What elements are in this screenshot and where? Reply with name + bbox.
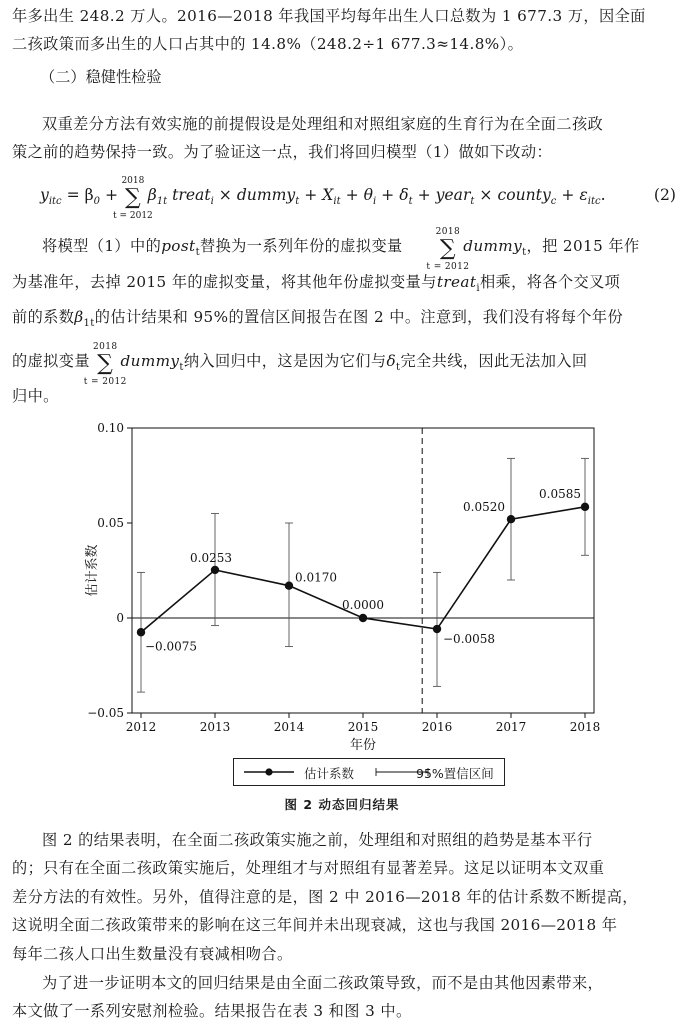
coefficient-line [141, 507, 585, 632]
y-tick-label: 0.05 [97, 516, 124, 530]
section-heading: （二）稳健性检验 [40, 68, 162, 86]
y-tick-label: 0.10 [97, 421, 124, 435]
text-line: 年多出生 248.2 万人。2016—2018 年我国平均每年出生人口总数为 1 677.3 万，因全面 [12, 7, 646, 25]
paragraph-result [12, 826, 676, 968]
text-line: 前的系数$\beta_{1t}$的估计结果和 95%的置信区间报告在图 2 中。注意到，我们没有将每个年份 [12, 308, 624, 330]
text-line: 差分方法的有效性。另外，值得注意的是，图 2 中 2016—2018 年的估计系数不断提高， [12, 887, 638, 906]
text-line: 为了进一步证明本文的回归结果是由全面二孩政策导致，而不是由其他因素带来， [42, 974, 604, 992]
text-line: 为基准年，去掉 2015 年的虚拟变量，将其他年份虚拟变量与treat$_i$相乘，将各个交叉项 [12, 272, 621, 294]
chart-legend [233, 758, 505, 786]
summation-sign: ∑ 2018 t = 2012 [112, 176, 153, 221]
paragraph-model [12, 227, 676, 412]
text-line: 二孩政策而多出生的人口占其中的 14.8%（248.2÷1 677.3≈14.8%）。 [12, 35, 524, 54]
x-tick-label: 2012 [125, 720, 157, 734]
y-axis-title: 估计系数 [85, 544, 100, 597]
text-line: 的虚拟变量 ∑ 2018 t = 2012 dummy$_t$纳入回归中，这是因为它们与$\delta_t$完全共线，因此无法加入回 [12, 341, 588, 387]
data-label: 0.0520 [463, 500, 505, 515]
text-line: 本文做了一系列安慰剂检验。结果报告在表 3 和图 3 中。 [12, 1002, 412, 1021]
equation-2 [40, 170, 676, 221]
data-label: −0.0075 [145, 639, 198, 654]
data-label: −0.0058 [443, 632, 496, 647]
regression-chart [80, 412, 620, 762]
text-line: 归中。 [12, 387, 59, 406]
legend-ci-label: 95%置信区间 [416, 766, 494, 781]
x-tick-label: 2016 [421, 720, 453, 734]
summation-sign: ∑ 2018 t = 2012 [83, 341, 127, 387]
text-line: 策之前的趋势保持一致。为了验证这一点，我们将回归模型（1）做如下改动： [12, 143, 553, 162]
text-line: 的；只有在全面二孩政策实施后，处理组才与对照组有显著差异。这足以证明本文双重 [12, 859, 605, 878]
y-tick-label: −0.05 [87, 706, 124, 720]
x-tick-label: 2017 [495, 720, 527, 734]
paragraph-did [12, 110, 676, 167]
x-tick-label: 2013 [199, 720, 231, 734]
data-label: 0.0253 [190, 550, 232, 565]
legend-coef-marker [240, 759, 300, 785]
x-tick-label: 2015 [347, 720, 379, 734]
data-label: 0.0170 [295, 570, 337, 585]
y-tick-label: 0 [116, 611, 124, 625]
text-line: 这说明全面二孩政策带来的影响在这三年间并未出现衰减，这也与我国 2016—2018 年 [12, 916, 618, 935]
data-point [433, 625, 441, 633]
data-point [581, 503, 589, 511]
paragraph-top [12, 2, 676, 59]
data-label: 0.0585 [539, 486, 581, 501]
text-line: 双重差分方法有效实施的前提假设是处理组和对照组家庭的生育行为在全面二孩政 [42, 115, 604, 133]
equation-number: (2) [653, 186, 676, 204]
data-point [285, 582, 293, 590]
x-tick-label: 2014 [273, 720, 305, 734]
figure-caption: 图 2 动态回归结果 [284, 797, 400, 812]
plot-frame [132, 428, 594, 713]
equation-body: $y_{itc} = \beta_0$ + ∑ 2018 t = 2012 $\beta_{1t}$ treat$_i$ × dummy$_t$ + $X_{it} + \theta_i + \delta_t$ + year$_t$ × county$_c$ + $\varepsilon_{itc}$. [40, 176, 606, 221]
data-point [507, 515, 515, 523]
text-line: 将模型（1）中的post$_t$替换为一系列年份的虚拟变量 ∑ 2018 t = 2012 dummy$_t$，把 2015 年作 [42, 227, 640, 272]
chart-svg [80, 412, 620, 762]
text-line: 图 2 的结果表明，在全面二孩政策实施之前，处理组和对照组的趋势是基本平行 [42, 831, 593, 849]
x-axis-title: 年份 [349, 738, 377, 753]
data-point [137, 628, 145, 636]
paragraph-placebo [12, 969, 676, 1026]
text-line: 每年二孩人口出生数量没有衰减相吻合。 [12, 944, 293, 963]
data-label: 0.0000 [342, 598, 384, 612]
legend-coef-label: 估计系数 [304, 766, 355, 781]
data-point [359, 614, 367, 622]
data-point [211, 566, 219, 574]
x-tick-label: 2018 [569, 720, 601, 734]
summation-sign: ∑ 2018 t = 2012 [426, 227, 470, 272]
